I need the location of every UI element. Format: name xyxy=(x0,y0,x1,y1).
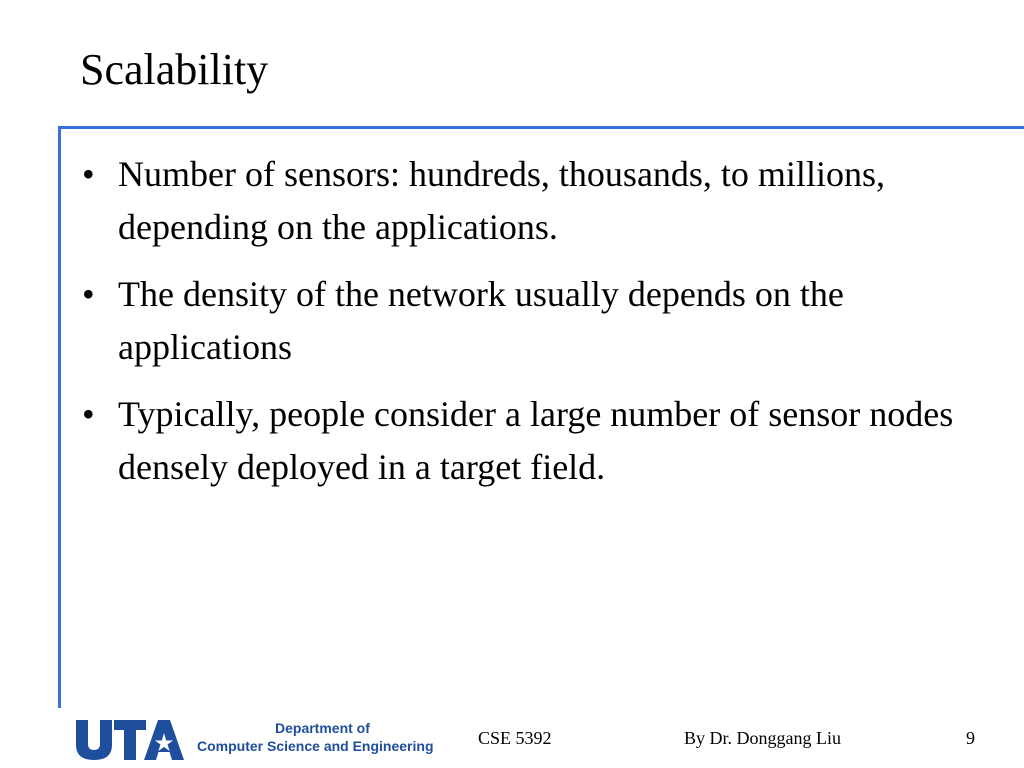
author-credit: By Dr. Donggang Liu xyxy=(684,728,841,748)
bullet-list xyxy=(82,148,992,508)
bullet-text: Number of sensors: hundreds, thousands, to millions, depending on the applications. xyxy=(118,154,885,247)
slide-footer xyxy=(0,708,1024,768)
course-code: CSE 5392 xyxy=(478,728,552,748)
bullet-marker: • xyxy=(82,394,95,434)
page-number: 9 xyxy=(966,728,975,748)
department-name xyxy=(197,719,434,755)
frame-top-rule xyxy=(58,126,1024,129)
department-line-1: Department of xyxy=(275,720,370,736)
bullet-item xyxy=(82,268,992,374)
bullet-item xyxy=(82,388,992,494)
bullet-marker: • xyxy=(82,154,95,194)
bullet-marker: • xyxy=(82,274,95,314)
department-line-2: Computer Science and Engineering xyxy=(197,738,434,754)
bullet-text: Typically, people consider a large number of sensor nodes densely deployed in a target field. xyxy=(118,394,954,487)
bullet-item xyxy=(82,148,992,254)
frame-left-rule xyxy=(58,126,61,708)
slide-title: Scalability xyxy=(80,45,269,94)
bullet-text: The density of the network usually depends on the applications xyxy=(118,274,844,367)
uta-logo xyxy=(74,716,184,762)
